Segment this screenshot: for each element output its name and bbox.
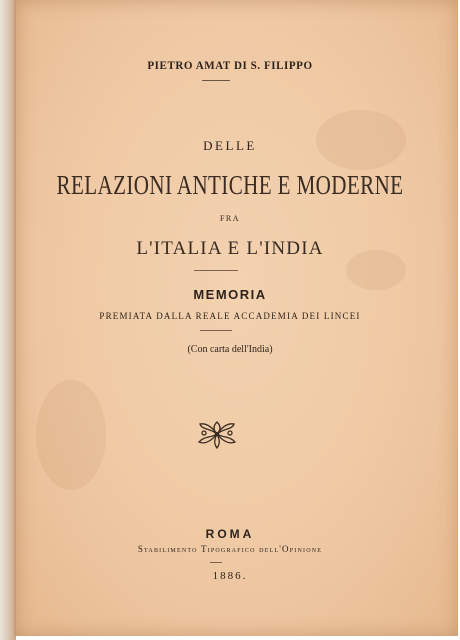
- divider-rule: [202, 80, 230, 81]
- divider-rule: [200, 330, 232, 331]
- map-note: (Con carta dell'India): [187, 344, 273, 355]
- publication-year: 1886.: [212, 570, 248, 582]
- publisher-name: Stabilimento Tipografico dell'Opinione: [137, 544, 323, 554]
- award-line: PREMIATA DALLA REALE ACCADEMIA DEI LINCEI: [99, 311, 361, 321]
- genre-label: MEMORIA: [193, 287, 267, 302]
- divider-rule: [210, 562, 222, 563]
- title-preposition: DELLE: [203, 138, 257, 153]
- publication-city: ROMA: [205, 527, 255, 541]
- divider-rule: [194, 270, 238, 271]
- title-subject: L'ITALIA E L'INDIA: [136, 238, 324, 259]
- floral-vignette-icon: [196, 418, 238, 452]
- main-title: RELAZIONI ANTICHE E MODERNE: [56, 170, 404, 200]
- title-conjunction: FRA: [219, 214, 241, 223]
- author-name: PIETRO AMAT DI S. FILIPPO: [147, 58, 313, 72]
- paper-stain: [36, 380, 106, 490]
